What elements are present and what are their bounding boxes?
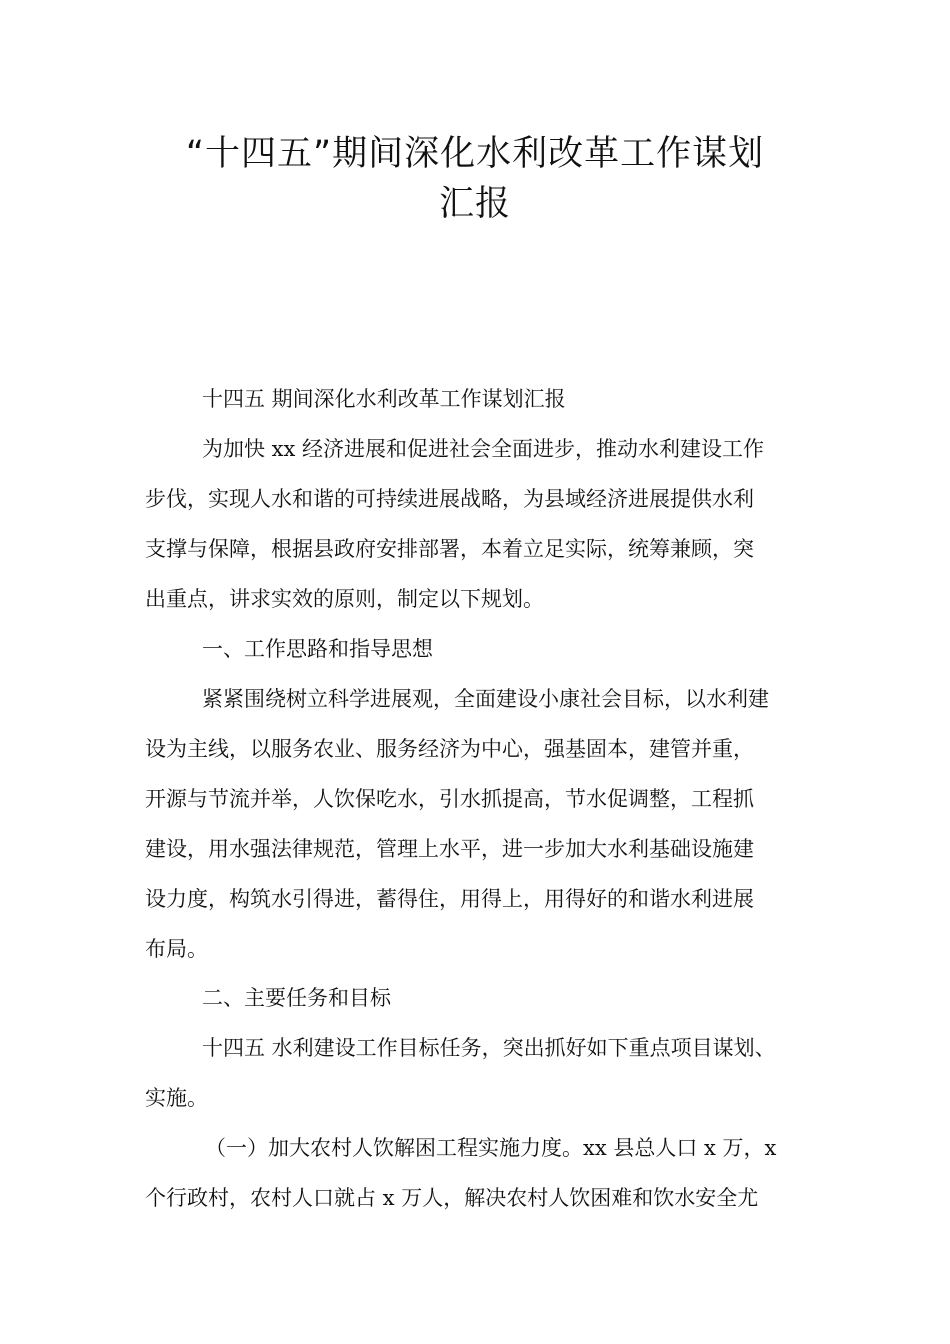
- paragraph-line: 出重点，讲求实效的原则，制定以下规划。: [145, 587, 544, 611]
- paragraph-line: 十四五 水利建设工作目标任务，突出抓好如下重点项目谋划、: [202, 1036, 776, 1060]
- document-title-line-1: “十四五”期间深化水利改革工作谋划: [185, 134, 765, 174]
- paragraph-line: 布局。: [145, 937, 208, 961]
- subtitle-line: 十四五 期间深化水利改革工作谋划汇报: [202, 387, 566, 411]
- paragraph-line: 紧紧围绕树立科学进展观，全面建设小康社会目标，以水利建: [202, 687, 769, 711]
- document-title-line-2: 汇报: [438, 184, 511, 224]
- section-heading-2: 二、主要任务和目标: [202, 986, 391, 1010]
- paragraph-line: 步伐，实现人水和谐的可持续进展战略，为县域经济进展提供水利: [145, 487, 754, 511]
- paragraph-line: 个行政村，农村人口就占 x 万人，解决农村人饮困难和饮水安全尤: [145, 1186, 759, 1210]
- paragraph-line: 设力度，构筑水引得进，蓄得住，用得上，用得好的和谐水利进展: [145, 887, 754, 911]
- paragraph-line: 开源与节流并举，人饮保吃水，引水抓提高，节水促调整，工程抓: [145, 787, 754, 811]
- paragraph-line: 为加快 xx 经济进展和促进社会全面进步，推动水利建设工作: [202, 437, 765, 461]
- paragraph-line: 设为主线，以服务农业、服务经济为中心，强基固本，建管并重，: [145, 737, 754, 761]
- paragraph-line: 支撑与保障，根据县政府安排部署，本着立足实际，统筹兼顾，突: [145, 537, 754, 561]
- paragraph-line: 建设，用水强法律规范，管理上水平，进一步加大水利基础设施建: [145, 837, 754, 861]
- paragraph-line: 实施。: [145, 1086, 208, 1110]
- paragraph-line: （一）加大农村人饮解困工程实施力度。xx 县总人口 x 万，x: [205, 1136, 777, 1160]
- section-heading-1: 一、工作思路和指导思想: [202, 637, 433, 661]
